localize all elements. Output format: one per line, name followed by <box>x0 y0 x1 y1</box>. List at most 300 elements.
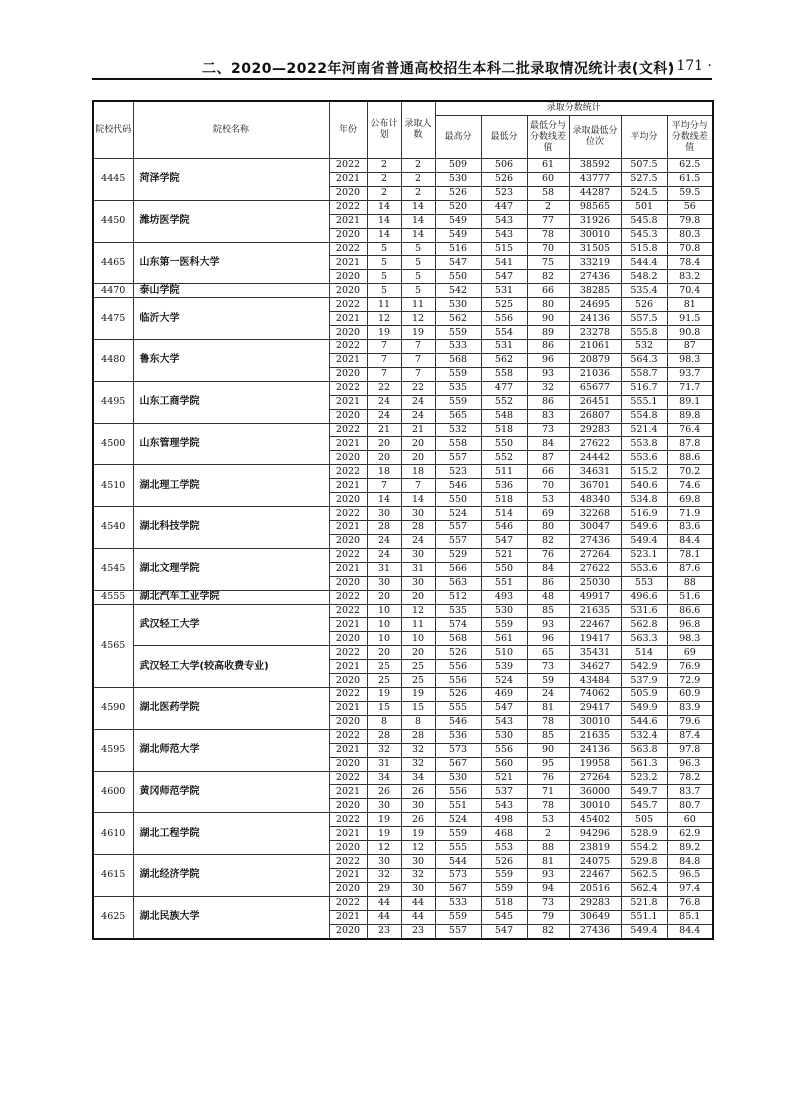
cell-min-rank: 29417 <box>569 701 621 715</box>
cell-min-score: 559 <box>481 882 527 896</box>
cell-admitted: 18 <box>401 465 435 479</box>
cell-avg-diff: 80.7 <box>667 799 713 813</box>
cell-min-score: 530 <box>481 729 527 743</box>
cell-admitted: 30 <box>401 576 435 590</box>
cell-max-score: 559 <box>435 827 481 841</box>
cell-avg-diff: 97.4 <box>667 882 713 896</box>
cell-admitted: 31 <box>401 562 435 576</box>
page-title: 二、2020—2022年河南省普通高校招生本科二批录取情况统计表(文科) <box>202 61 675 77</box>
cell-admitted: 24 <box>401 534 435 548</box>
cell-plan: 10 <box>367 632 401 646</box>
cell-avg-diff: 78.2 <box>667 771 713 785</box>
cell-min-rank: 38592 <box>569 159 621 173</box>
school-name: 湖北工程学院 <box>133 813 329 855</box>
cell-admitted: 21 <box>401 423 435 437</box>
cell-avg-diff: 83.7 <box>667 785 713 799</box>
cell-min-score: 547 <box>481 270 527 284</box>
cell-min-score: 536 <box>481 479 527 493</box>
cell-year: 2020 <box>329 326 367 340</box>
header-avg-diff: 平均分与分数线差值 <box>667 116 713 159</box>
cell-year: 2022 <box>329 771 367 785</box>
cell-min-score: 548 <box>481 409 527 423</box>
cell-avg-diff: 96.5 <box>667 869 713 883</box>
school-code: 4450 <box>93 200 133 242</box>
cell-max-score: 567 <box>435 757 481 771</box>
cell-min-rank: 21036 <box>569 367 621 381</box>
cell-min-rank: 22467 <box>569 618 621 632</box>
cell-avg-score: 526 <box>621 298 667 312</box>
cell-plan: 2 <box>367 186 401 200</box>
cell-max-score: 526 <box>435 646 481 660</box>
table-row <box>93 688 713 702</box>
cell-min-score: 518 <box>481 493 527 507</box>
cell-min-score: 558 <box>481 367 527 381</box>
cell-admitted: 11 <box>401 298 435 312</box>
cell-plan: 14 <box>367 214 401 228</box>
cell-max-score: 542 <box>435 284 481 298</box>
cell-min-diff: 82 <box>527 924 569 938</box>
cell-max-score: 556 <box>435 674 481 688</box>
cell-min-diff: 73 <box>527 896 569 910</box>
cell-min-rank: 29283 <box>569 423 621 437</box>
cell-min-score: 514 <box>481 507 527 521</box>
cell-admitted: 20 <box>401 590 435 604</box>
cell-plan: 11 <box>367 298 401 312</box>
table-row <box>93 339 713 353</box>
cell-plan: 20 <box>367 590 401 604</box>
school-code: 4510 <box>93 465 133 507</box>
school-code: 4500 <box>93 423 133 465</box>
cell-min-diff: 88 <box>527 841 569 855</box>
school-name: 武汉轻工大学(较高收费专业) <box>133 646 329 688</box>
cell-min-diff: 96 <box>527 353 569 367</box>
cell-admitted: 2 <box>401 186 435 200</box>
cell-year: 2020 <box>329 270 367 284</box>
cell-plan: 30 <box>367 576 401 590</box>
cell-plan: 25 <box>367 674 401 688</box>
cell-avg-score: 555.8 <box>621 326 667 340</box>
cell-min-diff: 61 <box>527 159 569 173</box>
cell-plan: 7 <box>367 339 401 353</box>
school-name: 山东工商学院 <box>133 381 329 423</box>
cell-plan: 12 <box>367 312 401 326</box>
cell-min-score: 556 <box>481 743 527 757</box>
cell-min-score: 547 <box>481 924 527 938</box>
cell-admitted: 8 <box>401 715 435 729</box>
cell-max-score: 544 <box>435 855 481 869</box>
cell-admitted: 26 <box>401 813 435 827</box>
cell-min-rank: 48340 <box>569 493 621 507</box>
cell-avg-diff: 88.6 <box>667 451 713 465</box>
cell-avg-diff: 89.2 <box>667 841 713 855</box>
cell-min-score: 554 <box>481 326 527 340</box>
cell-min-rank: 98565 <box>569 200 621 214</box>
cell-min-diff: 83 <box>527 409 569 423</box>
cell-min-diff: 82 <box>527 534 569 548</box>
cell-avg-score: 524.5 <box>621 186 667 200</box>
school-name: 湖北医药学院 <box>133 688 329 730</box>
cell-admitted: 7 <box>401 353 435 367</box>
cell-min-rank: 74062 <box>569 688 621 702</box>
cell-year: 2020 <box>329 799 367 813</box>
cell-min-score: 506 <box>481 159 527 173</box>
cell-year: 2020 <box>329 924 367 938</box>
cell-avg-diff: 74.6 <box>667 479 713 493</box>
cell-avg-diff: 87.8 <box>667 437 713 451</box>
cell-avg-score: 507.5 <box>621 159 667 173</box>
cell-plan: 12 <box>367 841 401 855</box>
cell-year: 2020 <box>329 534 367 548</box>
school-name: 鲁东大学 <box>133 339 329 381</box>
cell-min-rank: 26807 <box>569 409 621 423</box>
cell-min-rank: 38285 <box>569 284 621 298</box>
cell-max-score: 559 <box>435 910 481 924</box>
cell-plan: 19 <box>367 688 401 702</box>
cell-max-score: 549 <box>435 228 481 242</box>
cell-year: 2020 <box>329 715 367 729</box>
cell-min-diff: 32 <box>527 381 569 395</box>
cell-admitted: 12 <box>401 312 435 326</box>
cell-min-score: 518 <box>481 896 527 910</box>
cell-min-diff: 2 <box>527 827 569 841</box>
cell-admitted: 7 <box>401 479 435 493</box>
cell-max-score: 557 <box>435 924 481 938</box>
header-min-rank: 录取最低分位次 <box>569 116 621 159</box>
cell-year: 2020 <box>329 451 367 465</box>
cell-min-rank: 27436 <box>569 924 621 938</box>
cell-plan: 8 <box>367 715 401 729</box>
table-row <box>93 604 713 618</box>
cell-min-diff: 73 <box>527 423 569 437</box>
cell-avg-score: 548.2 <box>621 270 667 284</box>
cell-admitted: 14 <box>401 214 435 228</box>
cell-year: 2021 <box>329 562 367 576</box>
cell-year: 2022 <box>329 381 367 395</box>
cell-year: 2022 <box>329 242 367 256</box>
cell-min-score: 525 <box>481 298 527 312</box>
cell-min-diff: 66 <box>527 284 569 298</box>
cell-plan: 31 <box>367 562 401 576</box>
header-plan: 公布计划 <box>367 101 401 159</box>
school-name: 泰山学院 <box>133 284 329 298</box>
cell-plan: 24 <box>367 409 401 423</box>
cell-min-diff: 86 <box>527 395 569 409</box>
cell-max-score: 573 <box>435 869 481 883</box>
cell-admitted: 30 <box>401 882 435 896</box>
cell-min-diff: 94 <box>527 882 569 896</box>
school-name: 湖北民族大学 <box>133 896 329 938</box>
cell-avg-diff: 83.9 <box>667 701 713 715</box>
cell-avg-score: 505.9 <box>621 688 667 702</box>
cell-min-score: 468 <box>481 827 527 841</box>
cell-max-score: 536 <box>435 729 481 743</box>
cell-min-rank: 31505 <box>569 242 621 256</box>
school-code: 4595 <box>93 729 133 771</box>
school-code: 4615 <box>93 855 133 897</box>
cell-admitted: 11 <box>401 618 435 632</box>
cell-min-score: 469 <box>481 688 527 702</box>
cell-plan: 30 <box>367 507 401 521</box>
cell-year: 2020 <box>329 186 367 200</box>
cell-max-score: 512 <box>435 590 481 604</box>
school-code: 4470 <box>93 284 133 298</box>
cell-avg-score: 555.1 <box>621 395 667 409</box>
cell-admitted: 12 <box>401 841 435 855</box>
cell-admitted: 20 <box>401 451 435 465</box>
cell-min-rank: 30010 <box>569 715 621 729</box>
cell-min-score: 556 <box>481 312 527 326</box>
cell-min-score: 524 <box>481 674 527 688</box>
cell-avg-score: 531.6 <box>621 604 667 618</box>
cell-max-score: 526 <box>435 186 481 200</box>
cell-year: 2021 <box>329 785 367 799</box>
cell-max-score: 563 <box>435 576 481 590</box>
cell-max-score: 562 <box>435 312 481 326</box>
school-name: 山东第一医科大学 <box>133 242 329 284</box>
cell-avg-diff: 84.8 <box>667 855 713 869</box>
cell-min-diff: 96 <box>527 632 569 646</box>
cell-min-diff: 71 <box>527 785 569 799</box>
cell-min-diff: 84 <box>527 437 569 451</box>
cell-min-score: 515 <box>481 242 527 256</box>
cell-min-diff: 66 <box>527 465 569 479</box>
cell-plan: 24 <box>367 395 401 409</box>
cell-avg-score: 545.7 <box>621 799 667 813</box>
school-name: 湖北理工学院 <box>133 465 329 507</box>
cell-avg-score: 563.3 <box>621 632 667 646</box>
cell-min-diff: 90 <box>527 743 569 757</box>
cell-min-rank: 24136 <box>569 312 621 326</box>
cell-year: 2022 <box>329 646 367 660</box>
cell-min-rank: 24075 <box>569 855 621 869</box>
cell-min-diff: 78 <box>527 715 569 729</box>
cell-plan: 14 <box>367 228 401 242</box>
cell-avg-score: 544.4 <box>621 256 667 270</box>
school-code: 4445 <box>93 159 133 201</box>
cell-avg-score: 558.7 <box>621 367 667 381</box>
cell-avg-score: 562.4 <box>621 882 667 896</box>
cell-admitted: 7 <box>401 367 435 381</box>
cell-min-diff: 73 <box>527 660 569 674</box>
cell-plan: 5 <box>367 256 401 270</box>
table-row <box>93 507 713 521</box>
cell-avg-score: 554.8 <box>621 409 667 423</box>
cell-avg-diff: 70.2 <box>667 465 713 479</box>
cell-max-score: 566 <box>435 562 481 576</box>
school-name: 临沂大学 <box>133 298 329 340</box>
cell-admitted: 26 <box>401 785 435 799</box>
cell-avg-score: 515.2 <box>621 465 667 479</box>
cell-max-score: 509 <box>435 159 481 173</box>
cell-plan: 10 <box>367 604 401 618</box>
cell-admitted: 19 <box>401 688 435 702</box>
cell-min-diff: 77 <box>527 214 569 228</box>
table-row <box>93 298 713 312</box>
cell-min-score: 553 <box>481 841 527 855</box>
table-row <box>93 242 713 256</box>
school-name: 潍坊医学院 <box>133 200 329 242</box>
cell-min-rank: 22467 <box>569 869 621 883</box>
cell-avg-score: 532.4 <box>621 729 667 743</box>
cell-max-score: 535 <box>435 604 481 618</box>
table-row <box>93 855 713 869</box>
cell-avg-score: 528.9 <box>621 827 667 841</box>
cell-max-score: 532 <box>435 423 481 437</box>
cell-plan: 24 <box>367 548 401 562</box>
cell-avg-score: 564.3 <box>621 353 667 367</box>
cell-avg-diff: 89.8 <box>667 409 713 423</box>
cell-plan: 15 <box>367 701 401 715</box>
cell-avg-diff: 83.6 <box>667 520 713 534</box>
school-code: 4540 <box>93 507 133 549</box>
cell-avg-score: 535.4 <box>621 284 667 298</box>
cell-admitted: 25 <box>401 660 435 674</box>
cell-plan: 34 <box>367 771 401 785</box>
cell-min-rank: 23819 <box>569 841 621 855</box>
cell-avg-score: 505 <box>621 813 667 827</box>
cell-year: 2021 <box>329 437 367 451</box>
school-name: 黄冈师范学院 <box>133 771 329 813</box>
cell-avg-score: 557.5 <box>621 312 667 326</box>
cell-admitted: 10 <box>401 632 435 646</box>
cell-min-score: 531 <box>481 339 527 353</box>
cell-admitted: 5 <box>401 284 435 298</box>
cell-avg-score: 553.6 <box>621 562 667 576</box>
cell-max-score: 559 <box>435 395 481 409</box>
page-header <box>92 54 712 76</box>
cell-avg-diff: 83.2 <box>667 270 713 284</box>
cell-plan: 14 <box>367 493 401 507</box>
cell-max-score: 530 <box>435 172 481 186</box>
cell-admitted: 30 <box>401 548 435 562</box>
cell-avg-diff: 78.4 <box>667 256 713 270</box>
school-name: 山东管理学院 <box>133 423 329 465</box>
cell-avg-score: 516.7 <box>621 381 667 395</box>
cell-min-rank: 24136 <box>569 743 621 757</box>
cell-min-score: 510 <box>481 646 527 660</box>
cell-avg-diff: 72.9 <box>667 674 713 688</box>
cell-min-rank: 33219 <box>569 256 621 270</box>
cell-year: 2022 <box>329 729 367 743</box>
cell-admitted: 5 <box>401 256 435 270</box>
cell-year: 2021 <box>329 520 367 534</box>
cell-avg-diff: 79.6 <box>667 715 713 729</box>
cell-year: 2021 <box>329 172 367 186</box>
cell-plan: 30 <box>367 799 401 813</box>
cell-avg-score: 553 <box>621 576 667 590</box>
cell-max-score: 557 <box>435 520 481 534</box>
cell-max-score: 547 <box>435 256 481 270</box>
cell-avg-score: 521.8 <box>621 896 667 910</box>
cell-min-rank: 27264 <box>569 771 621 785</box>
cell-max-score: 530 <box>435 771 481 785</box>
cell-max-score: 546 <box>435 715 481 729</box>
cell-min-rank: 27436 <box>569 270 621 284</box>
cell-plan: 10 <box>367 618 401 632</box>
cell-avg-diff: 88 <box>667 576 713 590</box>
school-name: 湖北科技学院 <box>133 507 329 549</box>
school-code: 4590 <box>93 688 133 730</box>
school-code: 4600 <box>93 771 133 813</box>
cell-year: 2021 <box>329 660 367 674</box>
cell-admitted: 22 <box>401 381 435 395</box>
cell-avg-score: 563.8 <box>621 743 667 757</box>
page-number: · 171 · <box>667 58 712 74</box>
header-avg: 平均分 <box>621 116 667 159</box>
cell-admitted: 23 <box>401 924 435 938</box>
cell-min-rank: 20879 <box>569 353 621 367</box>
cell-min-rank: 19417 <box>569 632 621 646</box>
cell-year: 2022 <box>329 855 367 869</box>
cell-min-score: 562 <box>481 353 527 367</box>
cell-avg-score: 542.9 <box>621 660 667 674</box>
cell-min-rank: 27436 <box>569 534 621 548</box>
cell-min-rank: 30010 <box>569 228 621 242</box>
cell-avg-diff: 90.8 <box>667 326 713 340</box>
cell-year: 2020 <box>329 674 367 688</box>
cell-avg-diff: 98.3 <box>667 632 713 646</box>
cell-plan: 28 <box>367 520 401 534</box>
cell-avg-score: 534.8 <box>621 493 667 507</box>
cell-min-rank: 29283 <box>569 896 621 910</box>
cell-year: 2021 <box>329 869 367 883</box>
table-row <box>93 200 713 214</box>
cell-max-score: 556 <box>435 660 481 674</box>
cell-avg-score: 549.9 <box>621 701 667 715</box>
cell-max-score: 559 <box>435 367 481 381</box>
cell-min-diff: 24 <box>527 688 569 702</box>
cell-min-diff: 81 <box>527 701 569 715</box>
cell-min-score: 543 <box>481 799 527 813</box>
cell-avg-diff: 93.7 <box>667 367 713 381</box>
cell-min-score: 541 <box>481 256 527 270</box>
cell-min-rank: 21635 <box>569 604 621 618</box>
cell-avg-diff: 98.3 <box>667 353 713 367</box>
cell-year: 2021 <box>329 479 367 493</box>
school-name: 湖北经济学院 <box>133 855 329 897</box>
cell-max-score: 533 <box>435 339 481 353</box>
cell-year: 2022 <box>329 200 367 214</box>
header-admitted: 录取人数 <box>401 101 435 159</box>
cell-avg-diff: 76.8 <box>667 896 713 910</box>
cell-min-diff: 95 <box>527 757 569 771</box>
cell-min-score: 547 <box>481 701 527 715</box>
admission-stats-table <box>92 100 714 940</box>
cell-min-rank: 94296 <box>569 827 621 841</box>
cell-max-score: 573 <box>435 743 481 757</box>
cell-min-rank: 23278 <box>569 326 621 340</box>
cell-max-score: 556 <box>435 785 481 799</box>
school-name: 菏泽学院 <box>133 159 329 201</box>
cell-max-score: 555 <box>435 841 481 855</box>
cell-max-score: 565 <box>435 409 481 423</box>
cell-min-score: 561 <box>481 632 527 646</box>
cell-year: 2022 <box>329 604 367 618</box>
cell-avg-diff: 70.4 <box>667 284 713 298</box>
cell-min-diff: 70 <box>527 242 569 256</box>
cell-min-score: 552 <box>481 395 527 409</box>
cell-avg-diff: 61.5 <box>667 172 713 186</box>
cell-max-score: 550 <box>435 270 481 284</box>
cell-avg-score: 523.1 <box>621 548 667 562</box>
cell-plan: 26 <box>367 785 401 799</box>
cell-min-rank: 27622 <box>569 437 621 451</box>
school-code: 4565 <box>93 604 133 688</box>
cell-plan: 14 <box>367 200 401 214</box>
cell-year: 2022 <box>329 590 367 604</box>
cell-admitted: 32 <box>401 743 435 757</box>
cell-min-rank: 31926 <box>569 214 621 228</box>
